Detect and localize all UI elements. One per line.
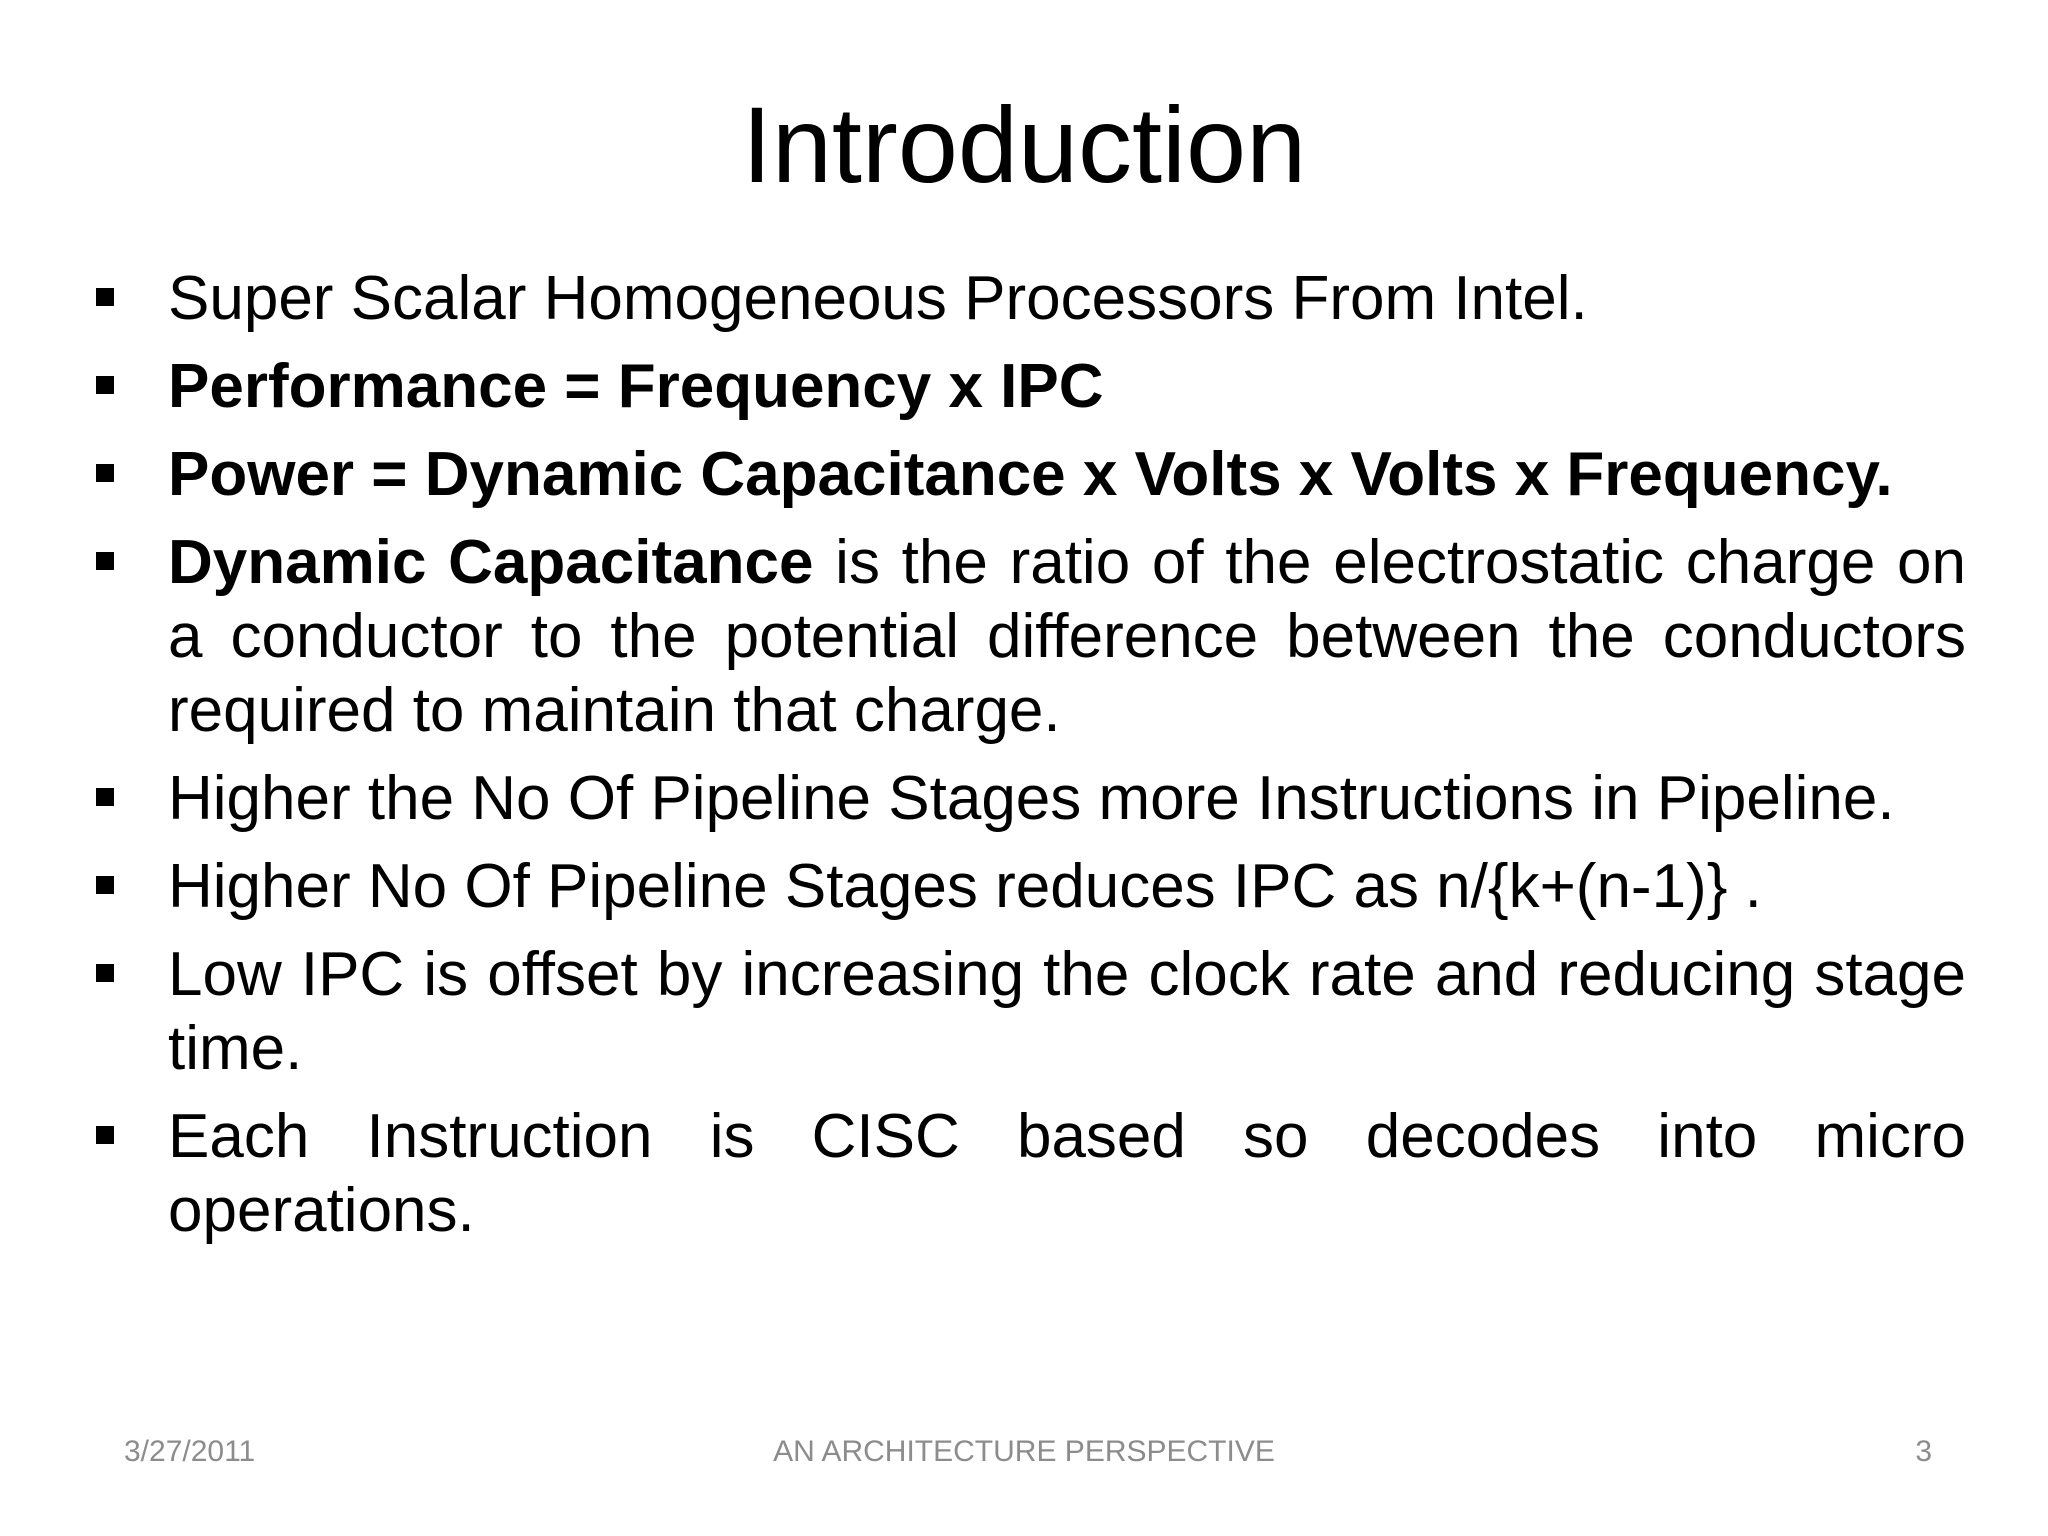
bullet-item [96, 850, 1966, 924]
bullet-text: Low IPC is offset by increasing the clock rate and reducing stage time. [168, 940, 1966, 1083]
bullet-item [96, 1100, 1966, 1248]
square-bullet-icon [96, 288, 114, 306]
bullet-text: is the ratio of the electrostatic charge on a conductor to the potential difference between the conductors required to maintain that charge. [168, 528, 1967, 745]
bullet-item [96, 350, 1966, 424]
bullet-item [96, 762, 1966, 836]
bullet-item [96, 262, 1966, 336]
bullet-bold-text: Performance = Frequency x IPC [168, 352, 1104, 421]
footer-date: 3/27/2011 [124, 1435, 256, 1468]
bullet-text: Higher No Of Pipeline Stages reduces IPC as n/{k+(n-1)} . [168, 852, 1762, 921]
bullet-item [96, 438, 1966, 512]
square-bullet-icon [96, 464, 114, 482]
page-number: 3 [1915, 1435, 1932, 1468]
square-bullet-icon [96, 552, 114, 570]
bullet-bold-text: Dynamic Capacitance [168, 528, 814, 597]
square-bullet-icon [96, 376, 114, 394]
bullet-text: Higher the No Of Pipeline Stages more Instructions in Pipeline. [168, 764, 1895, 833]
bullet-item [96, 526, 1966, 748]
bullet-list [96, 262, 1966, 1262]
slide-title: Introduction [741, 84, 1307, 205]
bullet-bold-text: Power = Dynamic Capacitance x Volts x Volts x Frequency. [168, 440, 1893, 509]
square-bullet-icon [96, 876, 114, 894]
bullet-text: Each Instruction is CISC based so decodes into micro operations. [168, 1102, 1966, 1245]
footer-title: AN ARCHITECTURE PERSPECTIVE [773, 1435, 1275, 1468]
square-bullet-icon [96, 964, 114, 982]
square-bullet-icon [96, 1126, 114, 1144]
square-bullet-icon [96, 788, 114, 806]
bullet-text: Super Scalar Homogeneous Processors From Intel. [168, 264, 1588, 333]
bullet-item [96, 938, 1966, 1086]
